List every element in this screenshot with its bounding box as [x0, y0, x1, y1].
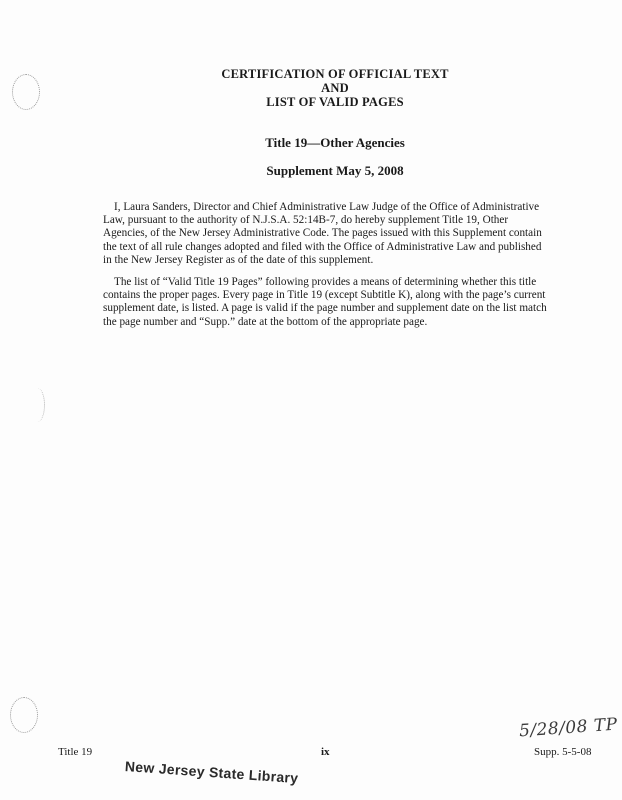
punch-hole-mark: [10, 697, 38, 733]
footer-title: Title 19: [58, 746, 93, 758]
certification-paragraph: I, Laura Sanders, Director and Chief Administrative Law Judge of the Office of Administrative Law, pursuant to the authority of N.J.S.A. 52:14B-7, do hereby supplement Title 19, Other Agencies, of the New Jersey Administrative Code. The pages issued with this Supplement contain the text of all rule changes adopted and filed with the Office of Administrative Law and published in the New Jersey Register as of the date of this supplement.: [103, 201, 542, 266]
heading-line-2: AND: [321, 81, 349, 95]
footer-page-number: ix: [321, 746, 330, 758]
handwritten-date-note: 5/28/08 TP: [518, 714, 619, 742]
footer-supplement-date: Supp. 5-5-08: [534, 746, 592, 758]
library-stamp: New Jersey State Library: [124, 758, 299, 787]
heading-line-3: LIST OF VALID PAGES: [266, 95, 404, 109]
valid-pages-paragraph: The list of “Valid Title 19 Pages” following provides a means of determining whether this title contains the proper pages. Every page in Title 19 (except Subtitle K), along with the page’s current supplement date, is listed. A page is valid if the page number and supplement date on the list match the page number and “Supp.” date at the bottom of the appropriate page.: [103, 276, 547, 328]
certification-heading: [0, 67, 622, 109]
heading-line-1: CERTIFICATION OF OFFICIAL TEXT: [221, 67, 449, 81]
supplement-subheading: Supplement May 5, 2008: [266, 163, 404, 178]
title-subheading: Title 19—Other Agencies: [265, 135, 405, 150]
certification-body: [103, 201, 551, 338]
margin-mark: [30, 388, 45, 422]
